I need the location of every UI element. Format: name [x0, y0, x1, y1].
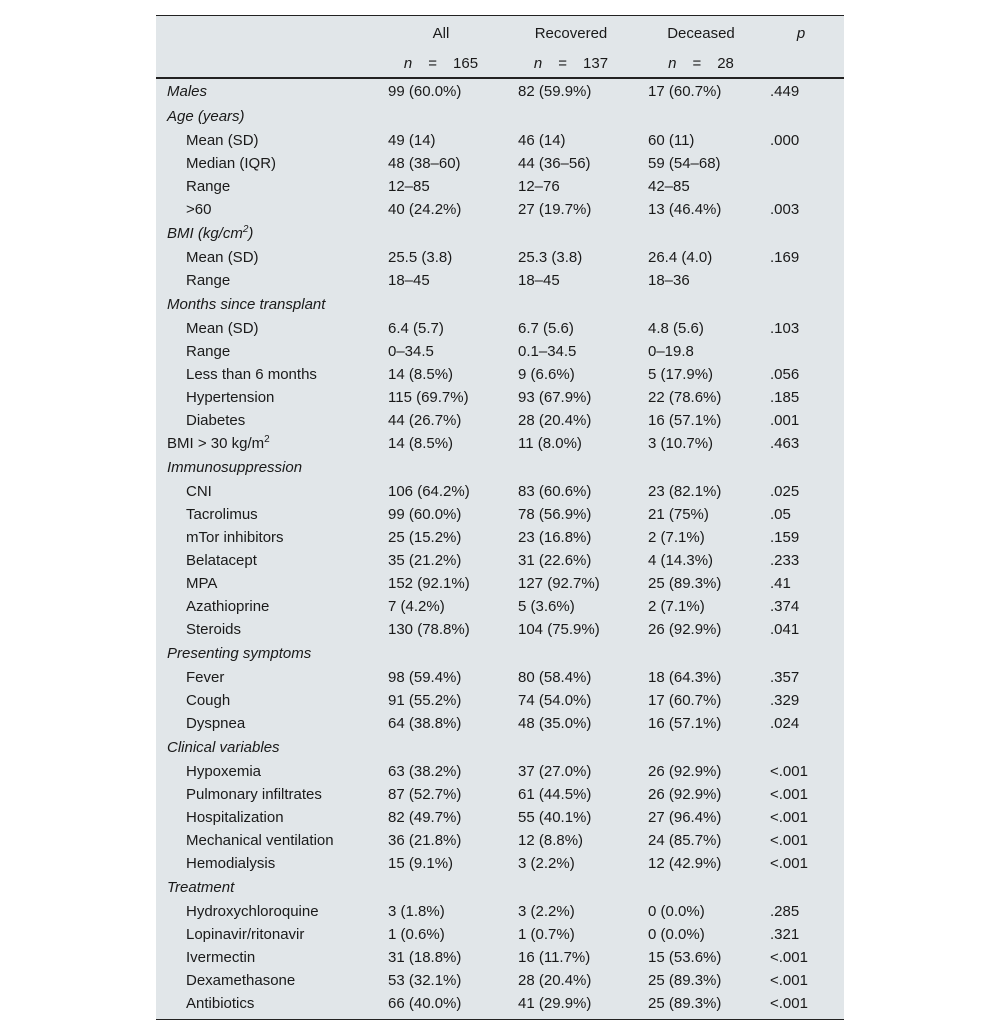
cell-all: 3 (1.8%) — [388, 903, 445, 920]
cell-deceased: 2 (7.1%) — [648, 529, 705, 546]
cell-recovered: 37 (27.0%) — [518, 763, 592, 780]
cell-deceased: 59 (54–68) — [648, 155, 721, 172]
data-table — [156, 15, 844, 1020]
cell-recovered: 28 (20.4%) — [518, 972, 592, 989]
cell-all: 25 (15.2%) — [388, 529, 462, 546]
cell-recovered: 25.3 (3.8) — [518, 249, 583, 266]
cell-recovered: 5 (3.6%) — [518, 598, 575, 615]
row-label-text: Hypoxemia — [186, 763, 262, 780]
row-label — [167, 104, 245, 129]
row-label — [186, 526, 284, 549]
row-label — [186, 549, 257, 572]
cell-p: .357 — [770, 669, 800, 686]
row-label-text: Less than 6 months — [186, 366, 317, 383]
cell-recovered: 9 (6.6%) — [518, 366, 575, 383]
cell-recovered: 44 (36–56) — [518, 155, 591, 172]
cell-deceased: 16 (57.1%) — [648, 412, 722, 429]
cell-p: <.001 — [770, 786, 808, 803]
cell-recovered: 12 (8.8%) — [518, 832, 584, 849]
row-label — [167, 875, 234, 900]
table-row — [156, 526, 844, 549]
cell-recovered: 55 (40.1%) — [518, 809, 592, 826]
row-label — [186, 760, 261, 783]
cell-recovered: 3 (2.2%) — [518, 855, 575, 872]
cell-all: 0–34.5 — [388, 343, 434, 360]
cell-deceased: 26.4 (4.0) — [648, 249, 713, 266]
cell-recovered: 46 (14) — [518, 132, 566, 149]
cell-recovered: 23 (16.8%) — [518, 529, 592, 546]
row-label — [167, 221, 253, 246]
row-label — [186, 363, 317, 386]
cell-p: .41 — [770, 575, 791, 592]
cell-deceased: 25 (89.3%) — [648, 575, 722, 592]
row-label — [167, 432, 270, 455]
cell-all: 87 (52.7%) — [388, 786, 462, 803]
cell-deceased: 5 (17.9%) — [648, 366, 714, 383]
row-label-text: BMI > 30 kg/m — [167, 435, 265, 452]
cell-recovered: 1 (0.7%) — [518, 926, 575, 943]
row-label-text: Antibiotics — [186, 995, 255, 1012]
row-label-text: mTor inhibitors — [186, 529, 284, 546]
cell-p: <.001 — [770, 809, 808, 826]
row-label-text: Immunosuppression — [167, 459, 303, 476]
cell-p: .025 — [770, 483, 800, 500]
table-row — [156, 175, 844, 198]
row-label — [186, 340, 230, 363]
n-all-value: 165 — [453, 55, 479, 72]
cell-recovered: 11 (8.0%) — [518, 435, 582, 452]
row-label — [186, 806, 284, 829]
row-label-text: Months since transplant — [167, 296, 326, 313]
row-label — [186, 503, 258, 526]
table-row — [156, 340, 844, 363]
cell-all: 18–45 — [388, 272, 430, 289]
cell-all: 48 (38–60) — [388, 155, 461, 172]
table-row — [156, 875, 844, 900]
cell-p: <.001 — [770, 855, 808, 872]
cell-all: 98 (59.4%) — [388, 669, 462, 686]
cell-all: 14 (8.5%) — [388, 435, 454, 452]
row-label-text: Range — [186, 343, 231, 360]
row-label — [186, 946, 255, 969]
cell-recovered: 61 (44.5%) — [518, 786, 592, 803]
cell-p: .374 — [770, 598, 800, 615]
cell-all: 6.4 (5.7) — [388, 320, 444, 337]
n-equals: = — [558, 55, 568, 72]
table-row — [156, 386, 844, 409]
cell-p: .05 — [770, 506, 791, 523]
row-label-text: Hemodialysis — [186, 855, 276, 872]
n-all — [381, 55, 501, 72]
table-row — [156, 666, 844, 689]
row-label — [186, 175, 230, 198]
n-symbol: n — [668, 55, 677, 72]
row-label-text: Mean (SD) — [186, 132, 259, 149]
row-label-text: Belatacept — [186, 552, 257, 569]
row-label — [167, 79, 207, 104]
table-row — [156, 269, 844, 292]
cell-p: <.001 — [770, 763, 808, 780]
row-label-text: Fever — [186, 669, 225, 686]
table-row — [156, 152, 844, 175]
cell-p: <.001 — [770, 995, 808, 1012]
row-label-text: Azathioprine — [186, 598, 270, 615]
n-equals: = — [692, 55, 702, 72]
col-header-all: All — [432, 25, 450, 42]
table-row — [156, 946, 844, 969]
cell-deceased: 0 (0.0%) — [648, 903, 705, 920]
row-label-text: Steroids — [186, 621, 242, 638]
row-label-text: MPA — [186, 575, 218, 592]
cell-p: .001 — [770, 412, 800, 429]
cell-recovered: 31 (22.6%) — [518, 552, 592, 569]
row-label — [186, 992, 254, 1015]
row-label-text: Males — [167, 83, 208, 100]
cell-p: .463 — [770, 435, 800, 452]
row-label-text: Cough — [186, 692, 231, 709]
row-label — [186, 409, 245, 432]
row-label — [186, 712, 245, 735]
col-header-p: p — [796, 25, 806, 42]
table-row — [156, 712, 844, 735]
table-row — [156, 104, 844, 129]
cell-p: .233 — [770, 552, 800, 569]
row-label-text: Median (IQR) — [186, 155, 277, 172]
row-label — [186, 198, 211, 221]
row-label-text: >60 — [186, 201, 212, 218]
cell-deceased: 4 (14.3%) — [648, 552, 714, 569]
row-label-text: Range — [186, 272, 231, 289]
table-row — [156, 79, 844, 104]
table-row — [156, 549, 844, 572]
table-row — [156, 969, 844, 992]
row-label — [186, 572, 217, 595]
cell-all: 66 (40.0%) — [388, 995, 462, 1012]
table-row — [156, 852, 844, 875]
table-row — [156, 409, 844, 432]
cell-recovered: 78 (56.9%) — [518, 506, 592, 523]
row-label — [167, 455, 302, 480]
cell-deceased: 27 (96.4%) — [648, 809, 722, 826]
row-label — [186, 666, 224, 689]
row-label-text: Treatment — [167, 879, 235, 896]
cell-p: <.001 — [770, 832, 808, 849]
cell-deceased: 12 (42.9%) — [648, 855, 722, 872]
cell-deceased: 18 (64.3%) — [648, 669, 722, 686]
row-label-text: Dexamethasone — [186, 972, 296, 989]
cell-recovered: 104 (75.9%) — [518, 621, 600, 638]
row-label — [186, 923, 304, 946]
cell-deceased: 26 (92.9%) — [648, 763, 722, 780]
row-label-text: Hospitalization — [186, 809, 284, 826]
table-row — [156, 595, 844, 618]
cell-recovered: 93 (67.9%) — [518, 389, 592, 406]
cell-deceased: 17 (60.7%) — [648, 83, 722, 100]
table-row — [156, 735, 844, 760]
row-label-text: Diabetes — [186, 412, 246, 429]
col-header-recovered: Recovered — [534, 25, 608, 42]
table-row — [156, 317, 844, 340]
cell-p: .169 — [770, 249, 800, 266]
cell-deceased: 26 (92.9%) — [648, 621, 722, 638]
cell-recovered: 83 (60.6%) — [518, 483, 592, 500]
row-label-text: Lopinavir/ritonavir — [186, 926, 305, 943]
table-row — [156, 618, 844, 641]
cell-recovered: 80 (58.4%) — [518, 669, 592, 686]
row-label-text: Pulmonary infiltrates — [186, 786, 322, 803]
cell-p: <.001 — [770, 949, 808, 966]
row-label — [167, 292, 325, 317]
row-label — [186, 480, 212, 503]
table-row — [156, 363, 844, 386]
table-row — [156, 806, 844, 829]
row-label-text: Hypertension — [186, 389, 275, 406]
n-deceased — [641, 55, 761, 72]
row-label — [167, 641, 311, 666]
cell-recovered: 48 (35.0%) — [518, 715, 592, 732]
cell-p: .159 — [770, 529, 800, 546]
cell-deceased: 17 (60.7%) — [648, 692, 722, 709]
row-label-text: Presenting symptoms — [167, 645, 312, 662]
cell-deceased: 0–19.8 — [648, 343, 694, 360]
cell-all: 25.5 (3.8) — [388, 249, 453, 266]
cell-deceased: 25 (89.3%) — [648, 995, 722, 1012]
row-label-text: Ivermectin — [186, 949, 256, 966]
table-row — [156, 129, 844, 152]
n-symbol: n — [403, 55, 413, 72]
n-symbol: n — [533, 55, 543, 72]
col-header-deceased: Deceased — [667, 25, 735, 42]
cell-all: 12–85 — [388, 178, 430, 195]
cell-recovered: 127 (92.7%) — [518, 575, 600, 592]
table-row — [156, 246, 844, 269]
cell-all: 31 (18.8%) — [388, 949, 462, 966]
cell-all: 7 (4.2%) — [388, 598, 445, 615]
row-label — [186, 129, 259, 152]
cell-all: 99 (60.0%) — [388, 506, 462, 523]
cell-all: 115 (69.7%) — [388, 389, 469, 406]
cell-all: 36 (21.8%) — [388, 832, 462, 849]
cell-all: 49 (14) — [388, 132, 436, 149]
row-label — [186, 852, 275, 875]
cell-deceased: 0 (0.0%) — [648, 926, 705, 943]
cell-p: <.001 — [770, 972, 808, 989]
cell-all: 106 (64.2%) — [388, 483, 470, 500]
cell-all: 91 (55.2%) — [388, 692, 462, 709]
cell-all: 15 (9.1%) — [388, 855, 454, 872]
cell-deceased: 21 (75%) — [648, 506, 709, 523]
row-label — [186, 689, 230, 712]
cell-p: .000 — [770, 132, 800, 149]
row-label — [186, 900, 319, 923]
cell-all: 40 (24.2%) — [388, 201, 462, 218]
cell-all: 35 (21.2%) — [388, 552, 462, 569]
cell-recovered: 18–45 — [518, 272, 560, 289]
row-label — [186, 969, 295, 992]
table-row — [156, 923, 844, 946]
row-label-after: ) — [248, 225, 254, 242]
cell-deceased: 3 (10.7%) — [648, 435, 714, 452]
table-row — [156, 992, 844, 1015]
cell-deceased: 15 (53.6%) — [648, 949, 722, 966]
table-row — [156, 432, 844, 455]
cell-deceased: 22 (78.6%) — [648, 389, 722, 406]
row-label-sup: 2 — [242, 224, 249, 235]
row-label-text: Age (years) — [167, 108, 245, 125]
cell-deceased: 42–85 — [648, 178, 690, 195]
row-label — [186, 152, 276, 175]
table-row — [156, 689, 844, 712]
cell-recovered: 74 (54.0%) — [518, 692, 592, 709]
row-label-text: BMI (kg/cm — [167, 225, 243, 242]
cell-deceased: 23 (82.1%) — [648, 483, 722, 500]
cell-p: .041 — [770, 621, 800, 638]
cell-p: .321 — [770, 926, 800, 943]
table-row — [156, 455, 844, 480]
row-label-text: Clinical variables — [167, 739, 280, 756]
table-row — [156, 503, 844, 526]
cell-p: .449 — [770, 83, 800, 100]
table-row — [156, 480, 844, 503]
cell-deceased: 4.8 (5.6) — [648, 320, 704, 337]
row-label — [186, 386, 274, 409]
cell-all: 1 (0.6%) — [388, 926, 445, 943]
table-row — [156, 641, 844, 666]
cell-p: .003 — [770, 201, 800, 218]
row-label-text: Mean (SD) — [186, 249, 259, 266]
cell-all: 64 (38.8%) — [388, 715, 462, 732]
row-label-text: Mechanical ventilation — [186, 832, 334, 849]
row-label-text: Mean (SD) — [186, 320, 259, 337]
row-label — [186, 783, 322, 806]
cell-recovered: 27 (19.7%) — [518, 201, 592, 218]
cell-deceased: 26 (92.9%) — [648, 786, 722, 803]
cell-p: .024 — [770, 715, 800, 732]
table-row — [156, 221, 844, 246]
table-body — [156, 79, 844, 1015]
table-row — [156, 760, 844, 783]
cell-all: 99 (60.0%) — [388, 83, 462, 100]
row-label-text: Hydroxychloroquine — [186, 903, 319, 920]
cell-recovered: 6.7 (5.6) — [518, 320, 574, 337]
cell-p: .056 — [770, 366, 800, 383]
cell-recovered: 0.1–34.5 — [518, 343, 577, 360]
table-row — [156, 900, 844, 923]
row-label-text: CNI — [186, 483, 212, 500]
row-label — [186, 246, 259, 269]
table-header — [156, 16, 844, 79]
table-row — [156, 829, 844, 852]
cell-deceased: 2 (7.1%) — [648, 598, 705, 615]
cell-all: 82 (49.7%) — [388, 809, 462, 826]
cell-all: 53 (32.1%) — [388, 972, 462, 989]
cell-recovered: 28 (20.4%) — [518, 412, 592, 429]
cell-p: .285 — [770, 903, 800, 920]
cell-all: 130 (78.8%) — [388, 621, 470, 638]
table-row — [156, 198, 844, 221]
n-deceased-value: 28 — [717, 55, 734, 72]
cell-all: 44 (26.7%) — [388, 412, 462, 429]
cell-deceased: 24 (85.7%) — [648, 832, 722, 849]
n-recovered — [511, 55, 631, 72]
cell-deceased: 18–36 — [648, 272, 690, 289]
row-label-text: Range — [186, 178, 231, 195]
cell-p: .185 — [770, 389, 800, 406]
n-recovered-value: 137 — [583, 55, 609, 72]
row-label — [186, 317, 259, 340]
row-label-text: Tacrolimus — [186, 506, 258, 523]
row-label-sup: 2 — [264, 434, 270, 445]
cell-recovered: 3 (2.2%) — [518, 903, 575, 920]
row-label — [167, 735, 280, 760]
cell-recovered: 12–76 — [518, 178, 560, 195]
row-label — [186, 829, 334, 852]
cell-deceased: 25 (89.3%) — [648, 972, 722, 989]
table-row — [156, 783, 844, 806]
cell-recovered: 82 (59.9%) — [518, 83, 592, 100]
table-row — [156, 572, 844, 595]
table-row — [156, 292, 844, 317]
cell-deceased: 60 (11) — [648, 132, 695, 149]
cell-deceased: 16 (57.1%) — [648, 715, 722, 732]
cell-all: 152 (92.1%) — [388, 575, 470, 592]
cell-p: .329 — [770, 692, 800, 709]
cell-p: .103 — [770, 320, 800, 337]
n-equals: = — [428, 55, 438, 72]
row-label — [186, 618, 241, 641]
cell-all: 63 (38.2%) — [388, 763, 462, 780]
row-label — [186, 269, 230, 292]
cell-all: 14 (8.5%) — [388, 366, 454, 383]
cell-recovered: 16 (11.7%) — [518, 949, 591, 966]
cell-deceased: 13 (46.4%) — [648, 201, 722, 218]
cell-recovered: 41 (29.9%) — [518, 995, 592, 1012]
row-label — [186, 595, 269, 618]
row-label-text: Dyspnea — [186, 715, 246, 732]
